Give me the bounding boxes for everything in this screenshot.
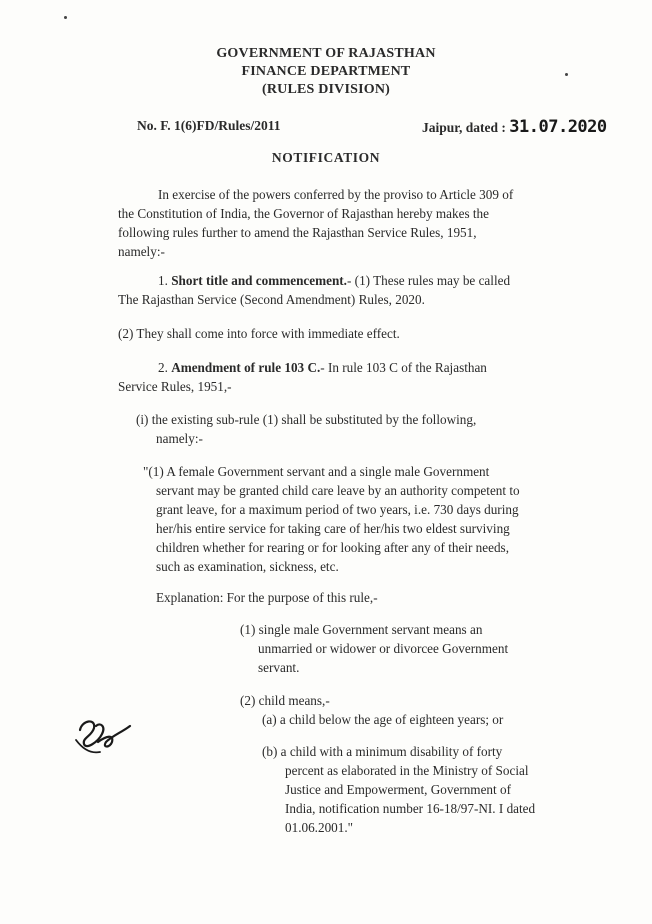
definition-2a: (a) a child below the age of eighteen years; or: [262, 712, 504, 727]
dated-label: Jaipur, dated :: [422, 120, 506, 135]
header-division: (RULES DIVISION): [261, 82, 391, 97]
rule-2-heading: [158, 358, 487, 377]
quoted-rule-line: such as examination, sickness, etc.: [156, 559, 339, 574]
definition-2b: Justice and Empowerment, Government of: [285, 782, 511, 797]
reference-number: No. F. 1(6)FD/Rules/2011: [137, 118, 281, 133]
rule-1-line: The Rajasthan Service (Second Amendment) Rules, 2020.: [118, 292, 425, 307]
rule-2-number: 2.: [158, 360, 168, 375]
sub-rule-i: (i) the existing sub-rule (1) shall be substituted by the following,: [136, 412, 477, 427]
rule-2-text: - In rule 103 C of the Rajasthan: [320, 360, 487, 375]
quoted-rule-line: servant may be granted child care leave by an authority competent to: [156, 483, 520, 498]
explanation: Explanation: For the purpose of this rule,-: [156, 590, 378, 605]
definition-1: (1) single male Government servant means an: [240, 622, 483, 637]
sub-rule-i: namely:-: [156, 431, 203, 446]
definition-2b: 01.06.2001.": [285, 820, 354, 835]
quoted-rule-line: grant leave, for a maximum period of two years, i.e. 730 days during: [156, 502, 519, 517]
handwritten-initials-signature: [72, 712, 134, 758]
rule-2-title: Amendment of rule 103 C.: [171, 360, 321, 375]
header-government: GOVERNMENT OF RAJASTHAN: [216, 46, 436, 61]
intro-line: In exercise of the powers conferred by the proviso to Article 309 of: [158, 187, 514, 202]
definition-1: unmarried or widower or divorcee Government: [258, 641, 509, 656]
scan-speck: [64, 16, 67, 19]
header-department: FINANCE DEPARTMENT: [241, 64, 411, 79]
intro-line: the Constitution of India, the Governor of Rajasthan hereby makes the: [118, 206, 489, 221]
definition-2b: percent as elaborated in the Ministry of Social: [285, 763, 529, 778]
quoted-rule-line: children whether for rearing or for looking after any of their needs,: [156, 540, 509, 555]
dated-line: [422, 117, 607, 137]
rule-1-title: Short title and commencement.: [171, 273, 347, 288]
intro-line: namely:-: [118, 244, 165, 259]
notification-title: NOTIFICATION: [271, 150, 381, 165]
rule-2-line: Service Rules, 1951,-: [118, 379, 232, 394]
intro-line: following rules further to amend the Rajasthan Service Rules, 1951,: [118, 225, 477, 240]
definition-2: (2) child means,-: [240, 693, 330, 708]
rule-1-text: - (1) These rules may be called: [346, 273, 511, 288]
rule-1-heading: [158, 271, 510, 290]
definition-2b: (b) a child with a minimum disability of forty: [262, 744, 503, 759]
definition-1: servant.: [258, 660, 300, 675]
definition-2b: India, notification number 16-18/97-NI. I dated: [285, 801, 536, 816]
handwritten-date: 31.07.2020: [509, 117, 607, 137]
rule-1-sub-2: (2) They shall come into force with immediate effect.: [118, 326, 400, 341]
quoted-rule-line: her/his entire service for taking care of her/his two eldest surviving: [156, 521, 510, 536]
quoted-rule-line: "(1) A female Government servant and a single male Government: [143, 464, 490, 479]
rule-1-number: 1.: [158, 273, 168, 288]
